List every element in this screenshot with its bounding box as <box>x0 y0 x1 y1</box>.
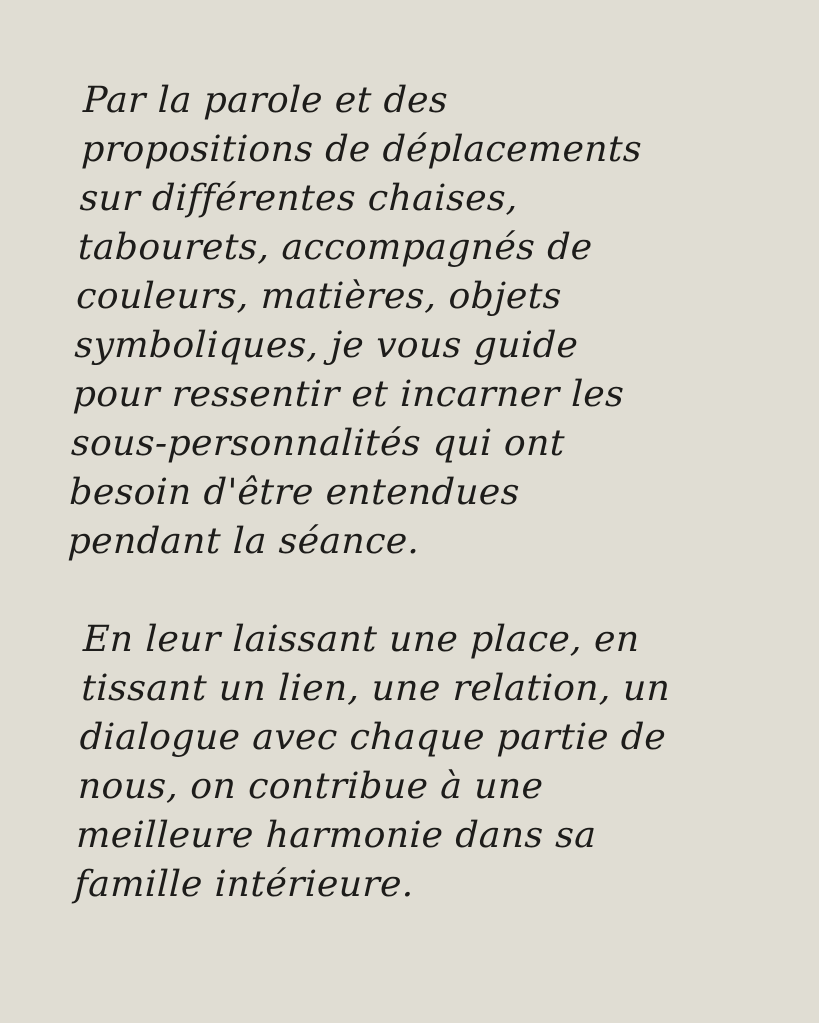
handwritten-paragraph-benefit: En leur laissant une place, en tissant un lien, une relation, un dialogue avec chaque partie de nous, on contribue à une meilleure harmonie dans sa famille intérieure. <box>73 619 672 905</box>
handwritten-paragraph-method: Par la parole et des propositions de déplacements sur différentes chaises, tabourets, accompagnés de couleurs, matières, objets symboliques, je vous guide pour ressentir et incarner les sous-personnalités qui ont besoin d'être entendues pendant la séance. <box>67 80 643 562</box>
